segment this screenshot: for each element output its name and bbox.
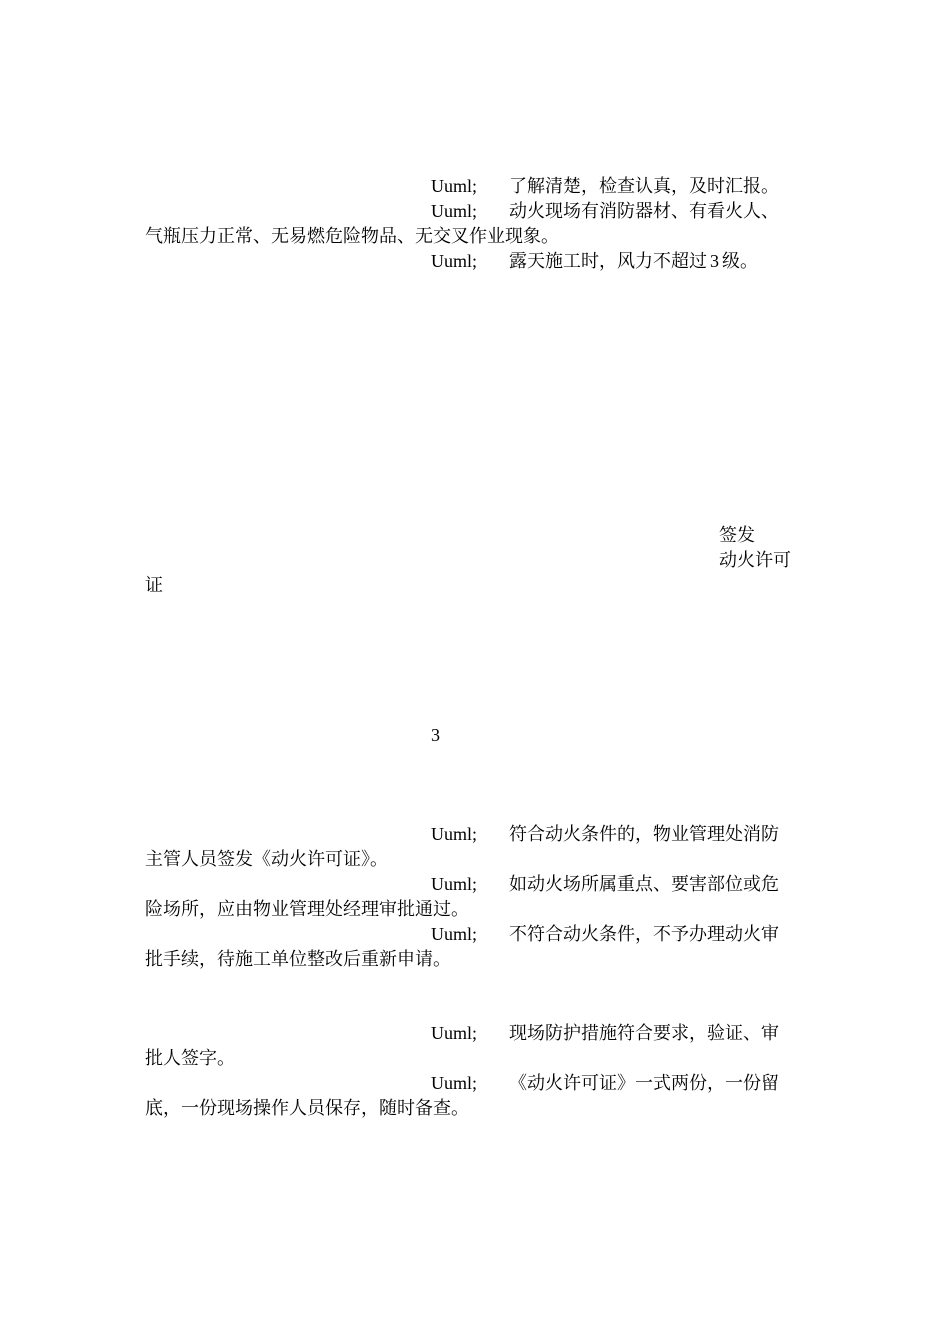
block2-item-1-continuation: 主管人员签发《动火许可证》。 [145, 849, 388, 870]
bullet-marker: Uuml; [431, 924, 478, 944]
wind-level-number: 3 [710, 251, 719, 271]
block1-item-3 [509, 249, 758, 274]
bullet-marker: Uuml; [431, 824, 478, 844]
block3-item-2: 《动火许可证》一式两份，一份留 [509, 1073, 779, 1094]
bullet-marker: Uuml; [431, 1023, 478, 1043]
block2-item-3-continuation: 批手续，待施工单位整改后重新申请。 [145, 949, 451, 970]
block3-item-2-continuation: 底，一份现场操作人员保存，随时备查。 [145, 1098, 469, 1119]
bullet-marker: Uuml; [431, 874, 478, 894]
block1-item-2: 动火现场有消防器材、有看火人、 [509, 201, 779, 222]
block2-item-2: 如动火场所属重点、要害部位或危 [509, 874, 779, 895]
block3-item-1: 现场防护措施符合要求，验证、审 [509, 1023, 779, 1044]
block2-item-1: 符合动火条件的，物业管理处消防 [509, 824, 779, 845]
sign-step-line1: 签发 [719, 525, 755, 546]
block1-item-3-suffix: 级。 [722, 251, 758, 272]
block2-item-3: 不符合动火条件，不予办理动火审 [509, 924, 779, 945]
block3-item-1-continuation: 批人签字。 [145, 1048, 235, 1069]
bullet-marker: Uuml; [431, 176, 478, 196]
page-number: 3 [431, 725, 440, 745]
sign-step-line3: 证 [145, 575, 163, 596]
bullet-marker: Uuml; [431, 251, 478, 271]
block1-item-1: 了解清楚，检查认真，及时汇报。 [509, 176, 779, 197]
sign-step-line2: 动火许可 [719, 550, 791, 571]
block2-item-2-continuation: 险场所，应由物业管理处经理审批通过。 [145, 899, 469, 920]
bullet-marker: Uuml; [431, 1073, 478, 1093]
bullet-marker: Uuml; [431, 201, 478, 221]
block1-item-3-prefix: 露天施工时，风力不超过 [509, 251, 707, 272]
block1-item-2-continuation: 气瓶压力正常、无易燃危险物品、无交叉作业现象。 [145, 226, 559, 247]
